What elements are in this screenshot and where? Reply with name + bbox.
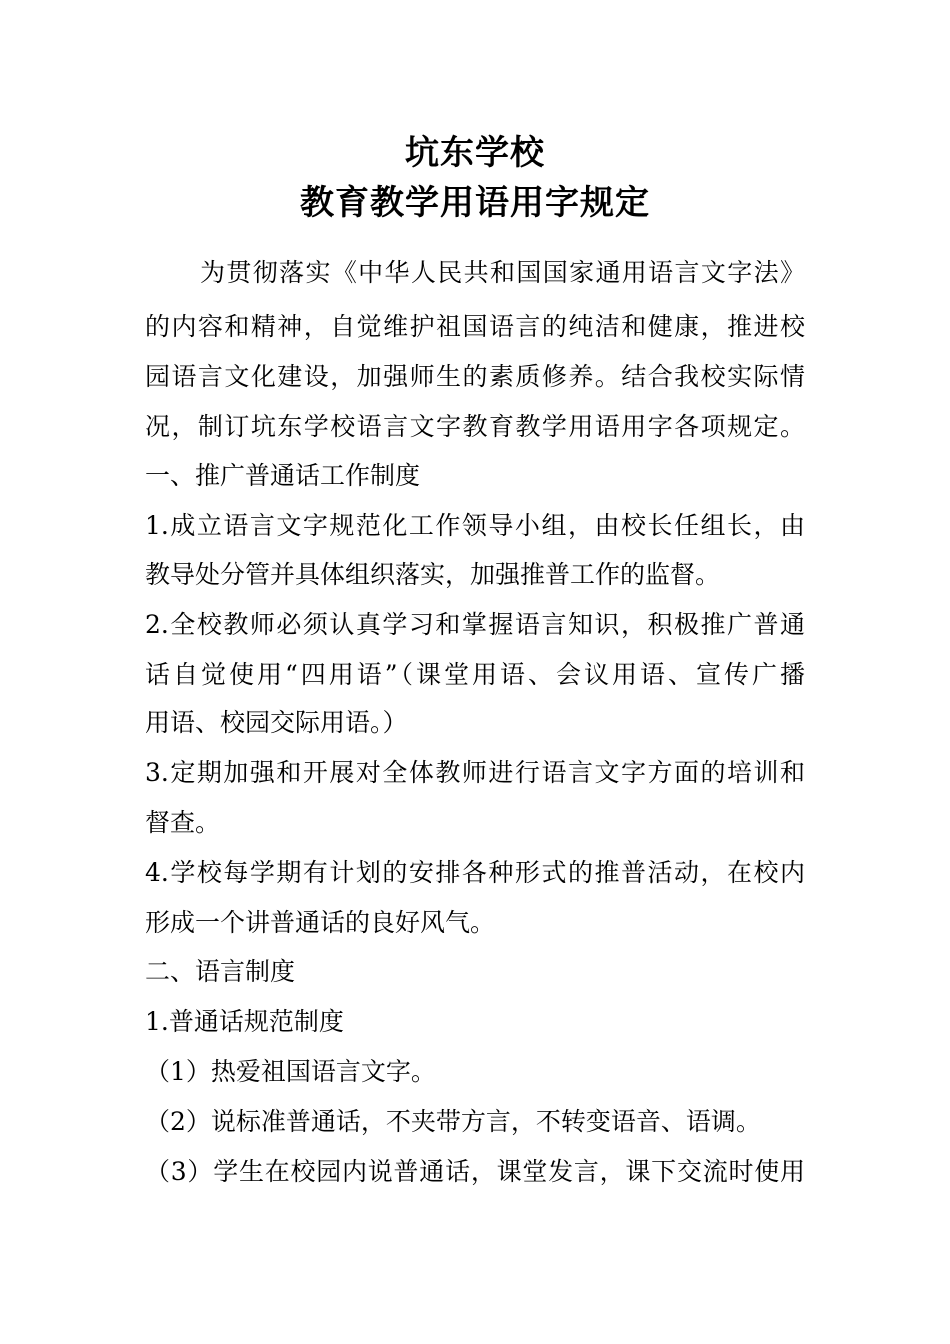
list-item-3: （3）学生在校园内说普通话，课堂发言，课下交流时使用 xyxy=(145,1157,805,1186)
section-heading-1: 一、推广普通话工作制度 xyxy=(145,461,421,490)
school-name-title: 坑东学校 xyxy=(405,133,545,173)
section-heading-2: 二、语言制度 xyxy=(145,957,296,986)
body-line-8: 2.全校教师必须认真学习和掌握语言知识，积极推广普通 xyxy=(145,610,805,639)
body-line-9: 话自觉使用“四用语”（课堂用语、会议用语、宣传广播 xyxy=(145,660,805,689)
body-line-7: 教导处分管并具体组织落实，加强推普工作的监督。 xyxy=(145,560,721,589)
body-line-13: 4.学校每学期有计划的安排各种形式的推普活动，在校内 xyxy=(145,858,805,887)
body-line-14: 形成一个讲普通话的良好风气。 xyxy=(145,908,496,937)
body-line-10: 用语、校园交际用语。） xyxy=(145,708,408,737)
document-title: 教育教学用语用字规定 xyxy=(300,183,650,223)
body-line-11: 3.定期加强和开展对全体教师进行语言文字方面的培训和 xyxy=(145,758,805,787)
body-line-4: 况，制订坑东学校语言文字教育教学用语用字各项规定。 xyxy=(145,412,805,441)
body-line-12: 督查。 xyxy=(145,808,221,837)
list-item-2: （2）说标准普通话，不夹带方言，不转变语音、语调。 xyxy=(145,1107,761,1136)
subsection-heading-1: 1.普通话规范制度 xyxy=(145,1007,344,1036)
body-line-2: 的内容和精神，自觉维护祖国语言的纯洁和健康，推进校 xyxy=(145,312,805,341)
body-line-6: 1.成立语言文字规范化工作领导小组，由校长任组长，由 xyxy=(145,511,805,540)
body-line-3: 园语言文化建设，加强师生的素质修养。结合我校实际情 xyxy=(145,362,805,391)
list-item-1: （1）热爱祖国语言文字。 xyxy=(145,1057,436,1086)
body-line-1: 为贯彻落实《中华人民共和国国家通用语言文字法》 xyxy=(200,258,805,287)
